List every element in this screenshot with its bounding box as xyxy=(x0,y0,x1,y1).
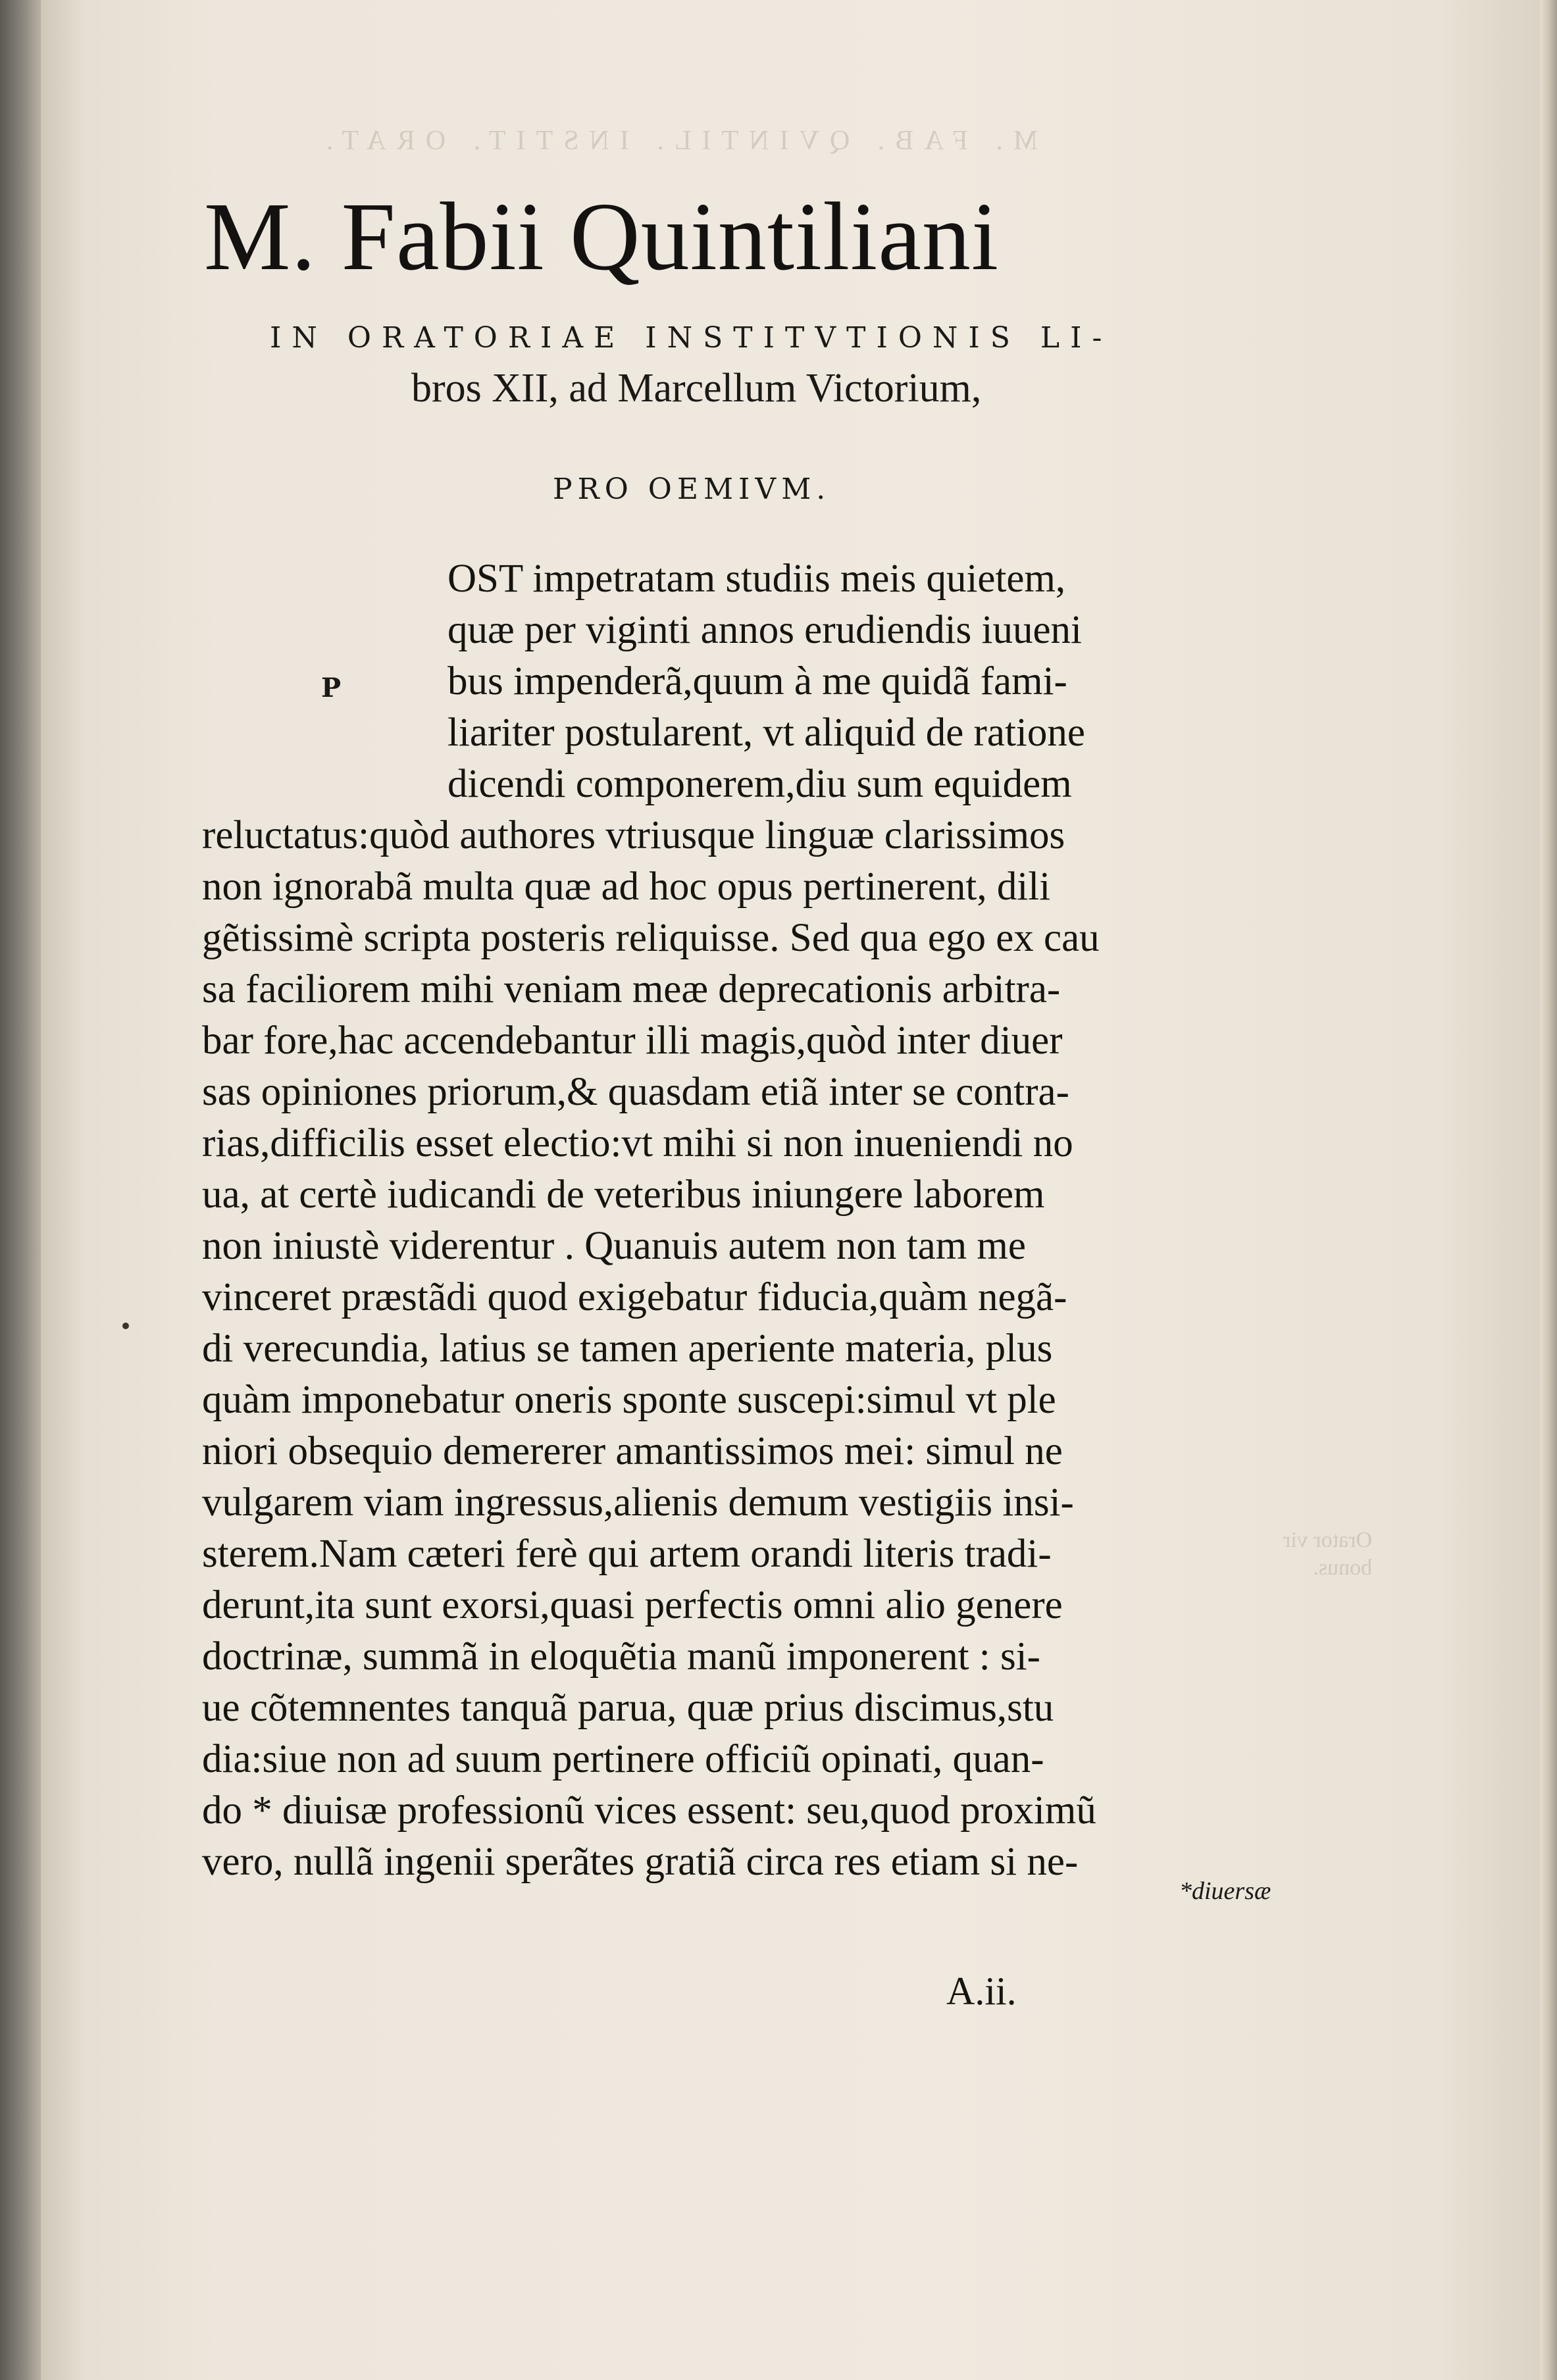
ink-speck xyxy=(122,1323,129,1329)
subtitle-line-2: bros XII, ad Marcellum Victorium, xyxy=(411,366,982,411)
body-line: dia:siue non ad suum pertinere officiũ opinati, quan- xyxy=(202,1737,1044,1781)
body-line: sa faciliorem mihi veniam meæ deprecationis arbitra- xyxy=(202,967,1061,1011)
body-line: sas opiniones priorum,& quasdam etiã inter se contra- xyxy=(202,1070,1069,1114)
body-line: di verecundia, latius se tamen aperiente materia, plus xyxy=(202,1327,1053,1371)
body-line: vinceret præstãdi quod exigebatur fiducia,quàm negã- xyxy=(202,1275,1067,1319)
body-line: ue cõtemnentes tanquã parua, quæ prius discimus,stu xyxy=(202,1686,1054,1730)
body-line: OST impetratam studiis meis quietem, xyxy=(447,557,1066,601)
page-edge xyxy=(1540,0,1557,2380)
body-line: derunt,ita sunt exorsi,quasi perfectis omni alio genere xyxy=(202,1583,1063,1627)
body-line: non iniustè viderentur . Quanuis autem non tam me xyxy=(202,1224,1026,1268)
body-line: bar fore,hac accendebantur illi magis,quòd inter diuer xyxy=(202,1019,1063,1063)
body-line: ua, at certè iudicandi de veteribus iniungere laborem xyxy=(202,1173,1045,1217)
body-line: niori obsequio demererer amantissimos mei: simul ne xyxy=(202,1429,1063,1473)
body-line: gẽtissimè scripta posteris reliquisse. Sed qua ego ex cau xyxy=(202,916,1100,960)
drop-capital: P xyxy=(321,672,342,703)
body-line: quàm imponebatur oneris sponte suscepi:simul vt ple xyxy=(202,1378,1056,1422)
subtitle-line-1: IN ORATORIAE INSTITVTIONIS LI- xyxy=(270,321,1113,355)
book-binding xyxy=(0,0,41,2380)
body-line: rias,difficilis esset electio:vt mihi si non inueniendi no xyxy=(202,1121,1073,1165)
body-line: quæ per viginti annos erudiendis iuueni xyxy=(447,608,1082,652)
show-through-margin: Orator vir bonus. xyxy=(1283,1528,1373,1580)
body-line: sterem.Nam cæteri ferè qui artem orandi literis tradi- xyxy=(202,1532,1052,1576)
body-line: dicendi componerem,diu sum equidem xyxy=(447,762,1072,806)
show-through-header: M. FAB. QVINTIL. INSTIT. ORAT. xyxy=(316,126,1038,156)
body-line: vulgarem viam ingressus,alienis demum vestigiis insi- xyxy=(202,1481,1074,1525)
body-line: non ignorabã multa quæ ad hoc opus pertinerent, dili xyxy=(202,865,1051,909)
body-line: do * diuisæ professionũ vices essent: seu,quod proximũ xyxy=(202,1788,1096,1833)
body-line: liariter postularent, vt aliquid de ratione xyxy=(447,711,1085,755)
body-line: reluctatus:quòd authores vtriusque linguæ clarissimos xyxy=(202,813,1065,857)
signature-mark: A.ii. xyxy=(946,1969,1017,2013)
body-line: vero, nullã ingenii sperãtes gratiã circa res etiam si ne- xyxy=(202,1840,1079,1884)
body-line: doctrinæ, summã in eloquẽtia manũ imponerent : si- xyxy=(202,1634,1040,1679)
page-title: M. Fabii Quintiliani xyxy=(204,183,1000,291)
section-heading: PRO OEMIVM. xyxy=(553,472,831,506)
body-line: bus impenderã,quum à me quidã fami- xyxy=(447,659,1067,703)
margin-note: *diuersæ xyxy=(1179,1877,1271,1905)
